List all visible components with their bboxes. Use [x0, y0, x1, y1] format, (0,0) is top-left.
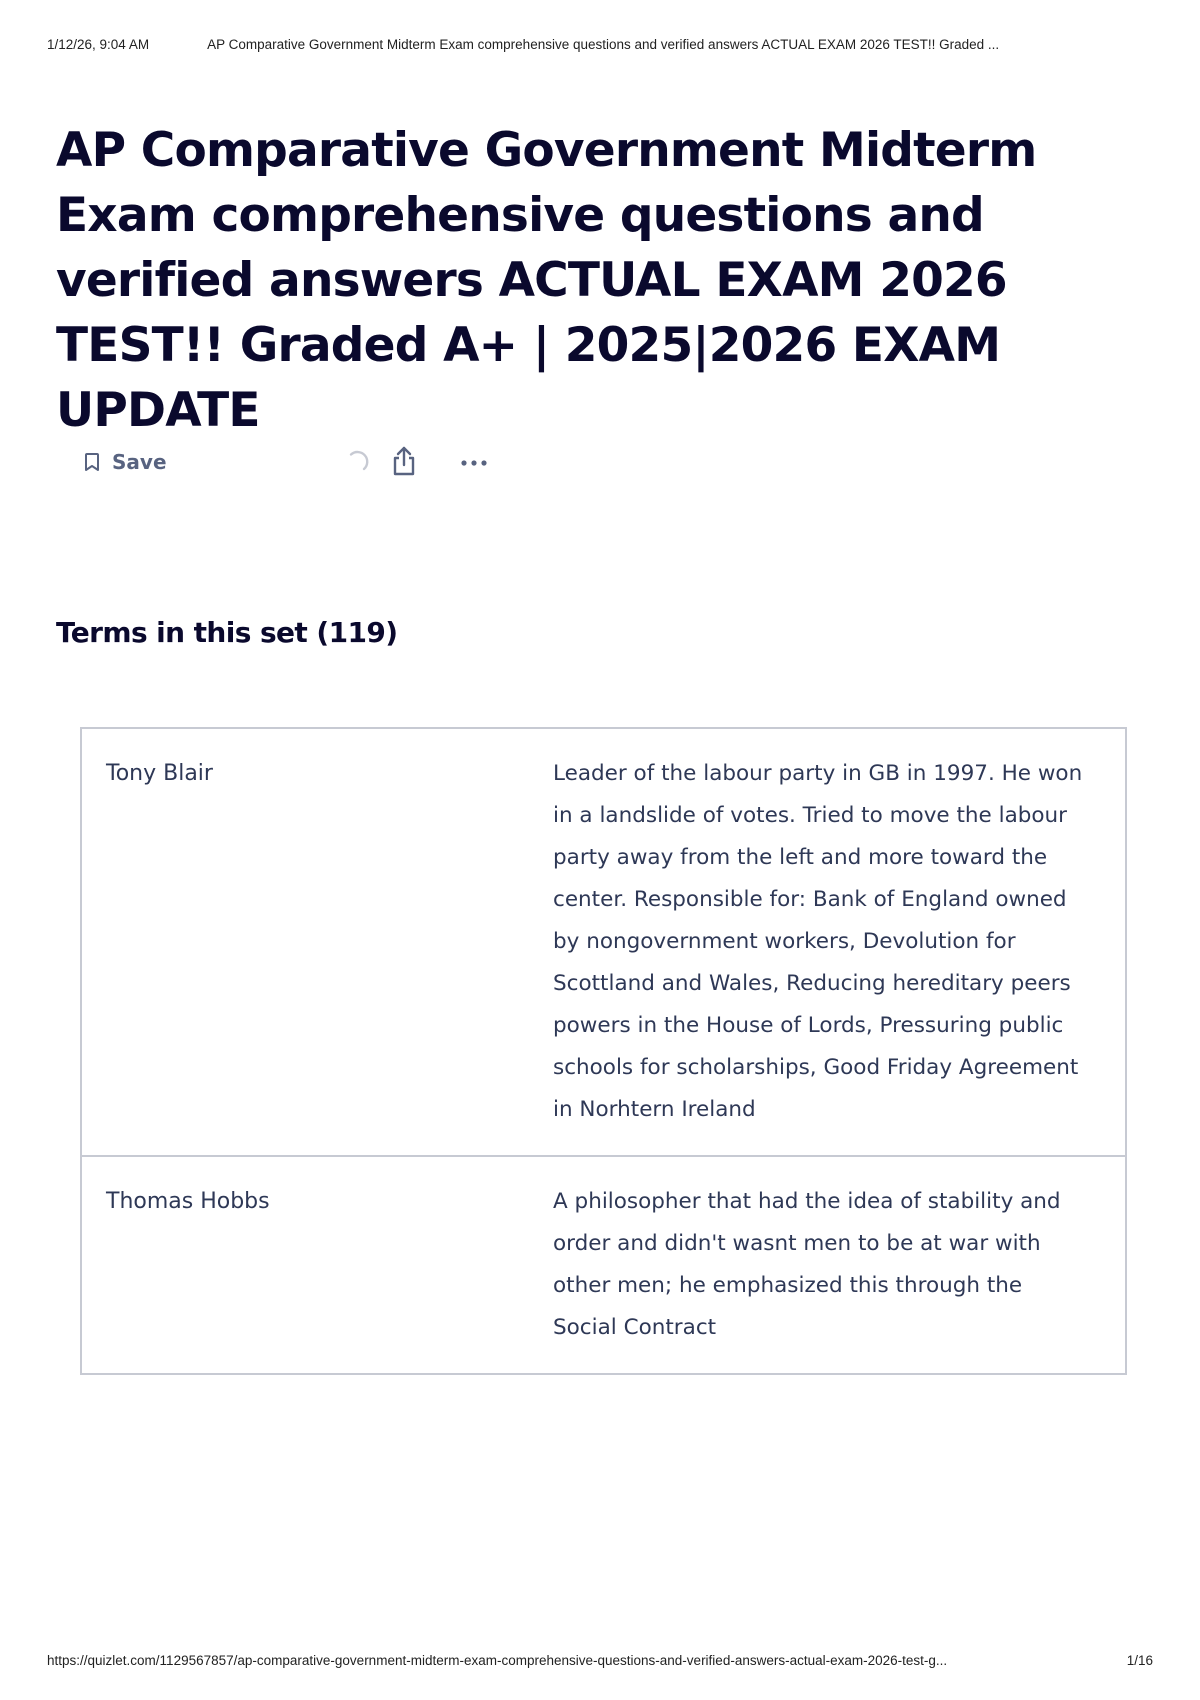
share-icon [391, 445, 417, 480]
term-definition: Leader of the labour party in GB in 1997. He won in a landslide of votes. Tried to move the labour party away from the left and more toward the center. Responsible for: Bank of England owned by nongovernment workers, Devolution for Scottland and Wales, Reducing hereditary peers powers in the House of Lords, Pressuring public schools for scholarships, Good Friday Agreement in Norhtern Ireland [553, 761, 1083, 1122]
save-button[interactable] [80, 440, 171, 484]
term-row [82, 1155, 1125, 1373]
term-row [82, 729, 1125, 1155]
page-title: AP Comparative Government Midterm Exam comprehensive questions and verified answers ACTUAL EXAM 2026 TEST!! Graded A+ | 2025|2026 EXAM UPDATE [56, 123, 1037, 438]
print-page-number: 1/16 [1126, 1652, 1153, 1668]
spinner-icon [345, 450, 369, 474]
term-definition: A philosopher that had the idea of stability and order and didn't wasnt men to be at war with other men; he emphasized this through the Social Contract [553, 1189, 1061, 1340]
more-horizontal-icon [460, 455, 488, 470]
share-button[interactable] [382, 440, 426, 484]
terms-list [80, 727, 1127, 1375]
bookmark-icon [84, 452, 100, 472]
terms-section-heading: Terms in this set (119) [56, 616, 398, 649]
save-label: Save [112, 450, 167, 474]
term-word: Thomas Hobbs [106, 1189, 270, 1214]
term-word: Tony Blair [106, 761, 213, 786]
print-header [47, 34, 1153, 54]
more-options-button[interactable] [452, 440, 496, 484]
print-page-title: AP Comparative Government Midterm Exam comprehensive questions and verified answers ACTUAL EXAM 2026 TEST!! Graded ... [207, 36, 1000, 52]
print-url: https://quizlet.com/1129567857/ap-comparative-government-midterm-exam-comprehensive-questions-and-verified-answers-actual-exam-2026-test-g... [47, 1652, 948, 1668]
print-datetime: 1/12/26, 9:04 AM [47, 36, 150, 52]
set-action-toolbar [80, 440, 520, 484]
print-footer [47, 1650, 1153, 1670]
